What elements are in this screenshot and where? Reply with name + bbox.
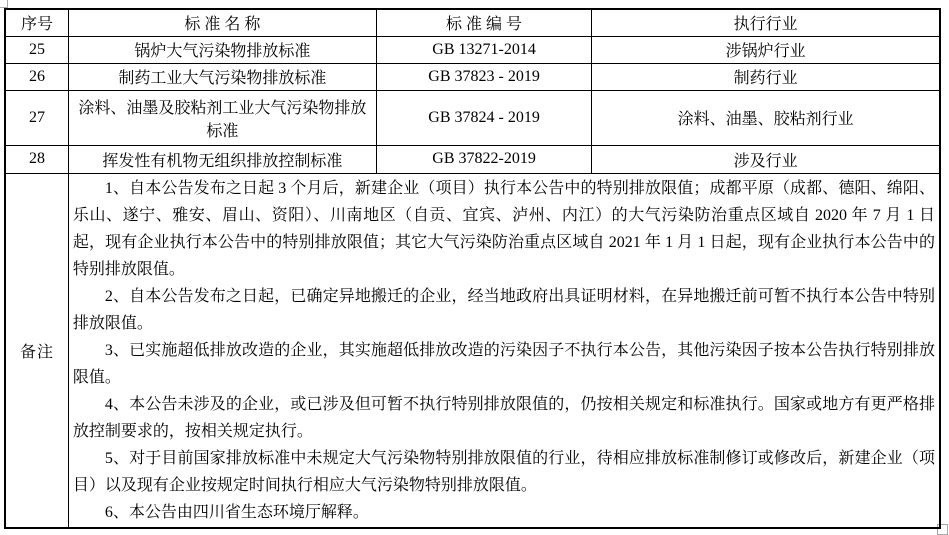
note-item: 6、本公告由四川省生态环境厅解释。 [104,503,369,521]
table-row [5,63,940,90]
header-serial-number: 序号 [5,9,68,36]
notes-label: 备注 [5,173,68,528]
cell-serial-number: 25 [5,36,68,63]
cell-serial-number: 28 [5,145,68,173]
notes-row [5,173,940,528]
header-standard-name: 标 准 名 称 [68,9,376,36]
header-industry: 执行行业 [592,9,940,36]
notes-content [68,173,940,528]
standards-table [4,8,941,529]
cell-standard-code: GB 37822-2019 [376,145,591,173]
cell-serial-number: 26 [5,63,68,90]
cell-standard-name: 涂料、油墨及胶粘剂工业大气污染物排放标准 [68,90,376,145]
header-standard-code: 标 准 编 号 [376,9,591,36]
table-anchor-handle-icon [0,0,8,8]
cell-industry: 涉锅炉行业 [592,36,940,63]
cell-standard-name: 制药工业大气污染物排放标准 [68,63,376,90]
note-item: 5、对于目前国家排放标准中未规定大气污染物特别排放限值的行业，待相应排放标准制修订或修改后，新建企业（项目）以及现有企业按规定时间执行相应大气污染物特别排放限值。 [72,449,935,494]
note-item: 3、已实施超低排放改造的企业，其实施超低排放改造的污染因子不执行本公告，其他污染因子按本公告执行特别排放限值。 [72,341,935,386]
note-item: 1、自本公告发布之日起 3 个月后，新建企业（项目）执行本公告中的特别排放限值；成都平原（成都、德阳、绵阳、乐山、遂宁、雅安、眉山、资阳）、川南地区（自贡、宜宾、泸州、内江）的大气污染防治重点区域自 2020 年 7 月 1 日起，现有企业执行本公告中的特别排放限值；其它大气污染防治重点区域自 2021 年 1 月 1 日起，现有企业执行本公告中的特别排放限值。 [72,179,935,278]
table-header-row [5,9,940,36]
note-item: 4、本公告未涉及的企业，或已涉及但可暂不执行特别排放限值的，仍按相关规定和标准执行。国家或地方有更严格排放控制要求的，按相关规定执行。 [72,395,935,440]
table-row [5,90,940,145]
cell-standard-code: GB 37824 - 2019 [376,90,591,145]
cell-standard-code: GB 13271-2014 [376,36,591,63]
table-row [5,145,940,173]
cell-serial-number: 27 [5,90,68,145]
note-item: 2、自本公告发布之日起，已确定异地搬迁的企业，经当地政府出具证明材料，在异地搬迁前可暂不执行本公告中特别排放限值。 [72,287,935,332]
cell-industry: 涂料、油墨、胶粘剂行业 [592,90,940,145]
cell-standard-name: 锅炉大气污染物排放标准 [68,36,376,63]
cell-industry: 制药行业 [592,63,940,90]
cell-standard-code: GB 37823 - 2019 [376,63,591,90]
table-row [5,36,940,63]
cell-industry: 涉及行业 [592,145,940,173]
cell-standard-name: 挥发性有机物无组织排放控制标准 [68,145,376,173]
